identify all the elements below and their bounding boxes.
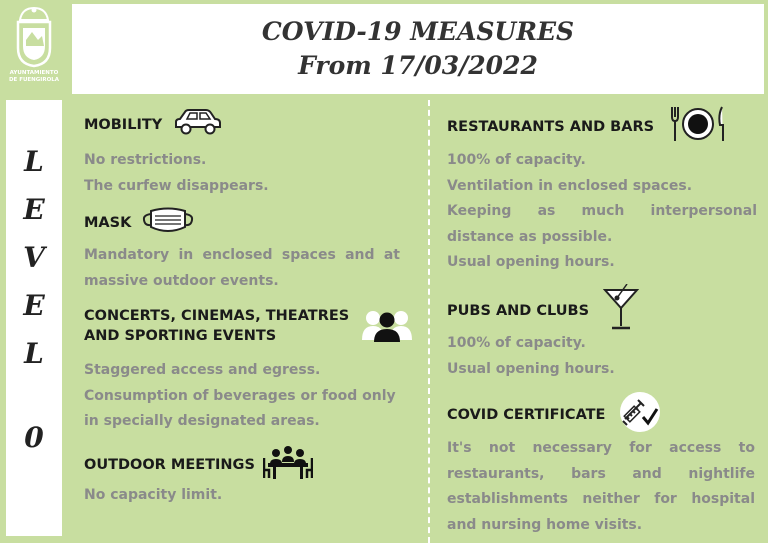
section-line: 100% of capacity. [447,335,586,351]
section-mask [84,207,400,294]
section-title: MOBILITY [84,117,163,133]
section-title: PUBS AND CLUBS [447,303,590,319]
level-letter: E [23,289,45,322]
level-letter: L [24,145,44,178]
level-number: 0 [24,421,44,454]
section-line: The curfew disappears. [84,177,269,194]
cocktail-icon [603,284,639,338]
level-letter: V [23,241,45,274]
section-title: COVID CERTIFICATE [447,407,606,423]
car-icon [172,107,224,143]
town-logo [4,4,64,94]
section-mobility [84,109,404,199]
section-title: MASK [84,215,132,231]
section-line: It's not necessary for access to restaurants, bars and nightlife establishments neither for hospital and nursing home visits. [447,440,755,533]
section-concerts [84,306,414,435]
section-title: RESTAURANTS AND BARS [447,119,655,135]
mask-icon [141,205,195,241]
page-title: COVID-19 MEASURES [261,17,575,46]
section-line: Ventilation in enclosed spaces. [447,177,693,194]
level-letter: E [23,193,45,226]
page-date: From 17/03/2022 [298,51,538,80]
section-title: CONCERTS, CINEMAS, THEATRES [84,308,350,324]
coat-of-arms-icon [14,6,54,68]
section-restaurants [447,109,757,276]
section-covid-certificate [447,394,755,538]
section-line: Keeping as much interpersonal distance as possible. [447,203,757,245]
section-line: No restrictions. [84,152,207,168]
meeting-icon [263,444,313,486]
section-line: Usual opening hours. [447,254,615,270]
section-pubs [447,287,757,382]
vaccine-check-icon [619,391,661,439]
audience-icon [361,306,413,346]
sidebar [0,0,68,543]
section-line: Mandatory in enclosed spaces and at massive outdoor events. [84,247,400,289]
section-line: Usual opening hours. [447,360,615,377]
logo-caption: AYUNTAMIENTO DE FUENGIROLA [8,70,60,83]
level-banner [6,100,62,536]
section-line: 100% of capacity. [447,152,586,168]
section-line: Consumption of beverages or food only in specially designated areas. [84,387,396,429]
section-title: AND SPORTING EVENTS [84,328,277,344]
section-title: OUTDOOR MEETINGS [84,457,255,473]
section-line: Staggered access and egress. [84,362,321,378]
section-line: No capacity limit. [84,487,223,503]
plate-cutlery-icon [668,105,728,149]
column-divider [428,100,430,543]
section-outdoor-meetings [84,449,414,509]
header-banner [72,4,764,94]
level-letter: L [24,337,44,370]
